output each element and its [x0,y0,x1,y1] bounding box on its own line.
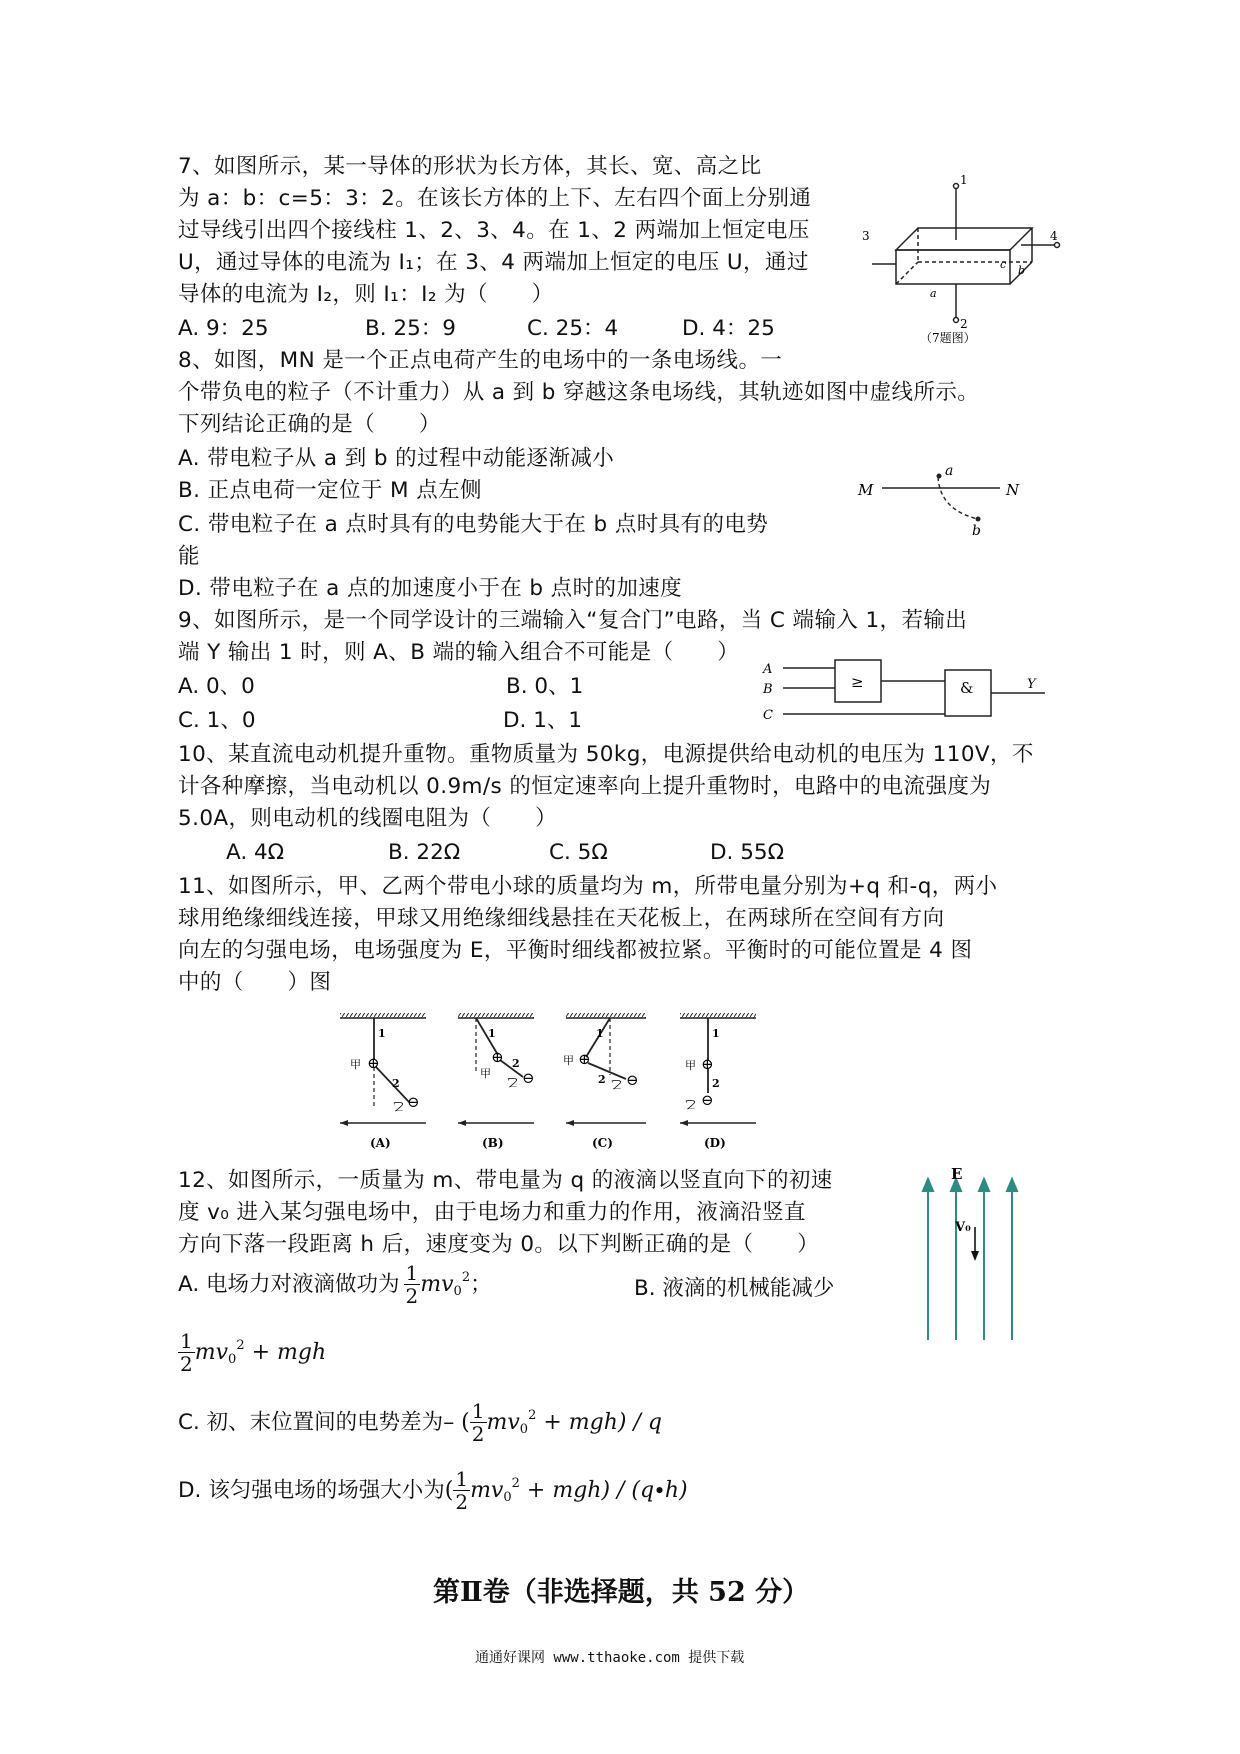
q9-label-y: Y [1027,677,1036,692]
q11-line-2: 球用绝缘细线连接，甲球又用绝缘细线悬挂在天花板上，在两球所在空间有方向 [178,906,945,931]
q12-label-e: E [951,1165,963,1183]
q8-option-c-continued: 能 [178,544,200,569]
svg-text:甲: 甲 [563,1054,574,1067]
q8-line-2: 个带负电的粒子（不计重力）从 a 到 b 穿越这条电场线，其轨迹如图中虚线所示。 [178,380,980,405]
q12-option-c: C. 初、末位置间的电势差为 – ( $\frac{1}{2}$ $mv_0^2 + mgh) / q$ [178,1399,662,1446]
ball-yi-minus: ⊖ [407,1093,420,1111]
q11-line-3: 向左的匀强电场，电场强度为 E，平衡时细线都被拉紧。平衡时的可能位置是 4 图 [178,938,973,963]
q7-cuboid-figure [860,170,1070,360]
q8-option-a: A. 带电粒子从 a 到 b 的过程中动能逐渐减小 [178,446,615,471]
q10-option-b: B. 22Ω [388,840,461,865]
svg-text:乙: 乙 [611,1078,622,1091]
q9-or-gate-symbol: ≥ [851,673,864,691]
svg-text:⊕: ⊕ [578,1050,591,1068]
svg-text:⊕: ⊕ [491,1048,504,1066]
ball-jia-plus: ⊕ [367,1054,380,1072]
svg-text:2: 2 [598,1073,606,1086]
q11-diagram-b [458,1013,535,1150]
svg-text:1: 1 [378,1027,386,1040]
q9-label-a: A [763,662,773,677]
svg-text:乙: 乙 [507,1076,518,1089]
svg-text:甲: 甲 [685,1059,696,1072]
q11-diagram-d [680,1013,756,1150]
q7-label-3: 3 [862,229,870,243]
q7-option-b: B. 25：9 [365,316,456,341]
svg-text:2: 2 [392,1077,400,1090]
svg-text:(C): (C) [592,1136,613,1150]
q9-line-1: 9、如图所示，是一个同学设计的三端输入“复合门”电路，当 C 端输入 1，若输出 [178,608,968,633]
q10-option-c: C. 5Ω [549,840,608,865]
svg-text:(B): (B) [482,1136,504,1150]
svg-text:甲: 甲 [480,1067,491,1080]
q7-line-2: 为 a：b：c=5：3：2。在该长方体的上下、左右四个面上分别通 [178,186,812,211]
q12-line-1: 12、如图所示，一质量为 m、带电量为 q 的液滴以竖直向下的初速 [178,1168,833,1193]
svg-text:1: 1 [712,1027,720,1040]
section-heading: 第Ⅱ卷（非选择题，共 52 分） [433,1577,810,1608]
q8-label-n: N [1006,481,1020,499]
q9-option-d: D. 1、1 [503,708,583,733]
q7-label-2: 2 [960,317,968,331]
svg-text:乙: 乙 [685,1098,696,1111]
q8-option-b: B. 正点电荷一定位于 M 点左侧 [178,478,482,503]
q8-option-d: D. 带电粒子在 a 点的加速度小于在 b 点时的加速度 [178,576,683,601]
svg-text:1: 1 [488,1027,496,1040]
q7-label-b: b [1018,264,1026,277]
q12-line-2: 度 v₀ 进入某匀强电场中，由于电场力和重力的作用，液滴沿竖直 [178,1200,806,1225]
svg-text:2: 2 [512,1057,520,1070]
q8-line-1: 8、如图，MN 是一个正点电荷产生的电场中的一条电场线。一 [178,348,783,373]
q12-option-a: A. 电场力对液滴做功为 $\frac{1}{2}$ $mv_0^2$ ； [178,1261,492,1308]
svg-text:1: 1 [596,1027,604,1040]
q12-option-b: B. 液滴的机械能减少 [634,1276,835,1301]
q8-label-m: M [858,481,874,499]
q10-line-3: 5.0A，则电动机的线圈电阻为（ ） [178,806,558,831]
q7-line-3: 过导线引出四个接线柱 1、2、3、4。在 1、2 两端加上恒定电压 [178,218,810,243]
q11-four-diagrams [330,1005,810,1155]
q7-option-a: A. 9：25 [178,316,269,341]
q9-option-a: A. 0、0 [178,674,255,699]
q10-option-a: A. 4Ω [226,840,285,865]
svg-text:2: 2 [712,1077,720,1090]
q9-option-b: B. 0、1 [506,674,584,699]
q9-label-c: C [763,708,773,723]
q7-label-c: c [1000,258,1007,271]
q12-line-3: 方向下落一段距离 h 后，速度变为 0。以下判断正确的是（ ） [178,1232,820,1257]
q10-line-1: 10、某直流电动机提升重物。重物质量为 50kg，电源提供给电动机的电压为 110V，不 [178,742,1034,767]
q12-label-v0: V₀ [955,1220,971,1235]
q8-field-line-figure [850,455,1030,535]
svg-text:甲: 甲 [350,1058,361,1071]
q9-option-c: C. 1、0 [178,708,256,733]
q8-line-3: 下列结论正确的是（ ） [178,412,441,437]
q12-option-d: D. 该匀强电场的场强大小为 ( $\frac{1}{2}$ $mv_0^2 + mgh) / (q\cdot h)$ [178,1467,688,1514]
q7-line-5: 导体的电流为 I₂，则 I₁：I₂ 为（ ） [178,282,554,307]
q7-line-4: U，通过导体的电流为 I₁；在 3、4 两端加上恒定的电压 U，通过 [178,250,809,275]
q12-electric-field-figure [905,1165,1045,1345]
svg-text:⊖: ⊖ [701,1091,714,1109]
q12-option-b-expression: $\frac{1}{2}$ $mv_0^2$ + mgh [180,1329,327,1376]
q9-logic-circuit-figure [755,650,1060,740]
svg-text:⊕: ⊕ [701,1055,714,1073]
svg-text:⊖: ⊖ [522,1069,535,1087]
q7-label-a: a [930,287,937,300]
q8-option-c: C. 带电粒子在 a 点时具有的电势能大于在 b 点时具有的电势 [178,512,769,537]
q11-diagram-c [563,1013,646,1150]
q7-label-4: 4 [1050,229,1058,243]
q8-label-b: b [972,523,981,535]
svg-text:(D): (D) [704,1136,726,1150]
q7-figure-caption: （7题图） [920,331,976,345]
svg-text:乙: 乙 [393,1100,404,1113]
q7-option-d: D. 4：25 [682,316,775,341]
q11-diagram-a [340,1013,426,1150]
q7-option-c: C. 25：4 [527,316,619,341]
q8-label-a: a [945,463,954,479]
q9-line-2: 端 Y 输出 1 时，则 A、B 端的输入组合不可能是（ ） [178,640,740,665]
q7-line-1: 7、如图所示，某一导体的形状为长方体，其长、宽、高之比 [178,154,762,179]
q7-label-1: 1 [960,173,968,187]
q9-label-b: B [763,682,773,697]
q11-line-1: 11、如图所示，甲、乙两个带电小球的质量均为 m，所带电量分别为+q 和-q，两小 [178,874,998,899]
page-footer: 通通好课网 www.tthaoke.com 提供下载 [475,1650,745,1666]
q10-option-d: D. 55Ω [710,840,785,865]
q10-line-2: 计各种摩擦，当电动机以 0.9m/s 的恒定速率向上提升重物时，电路中的电流强度为 [178,774,992,799]
q11-line-4: 中的（ ）图 [178,970,332,995]
q9-and-gate-symbol: & [960,679,974,697]
svg-text:⊖: ⊖ [626,1071,639,1089]
svg-text:(A): (A) [370,1136,391,1150]
